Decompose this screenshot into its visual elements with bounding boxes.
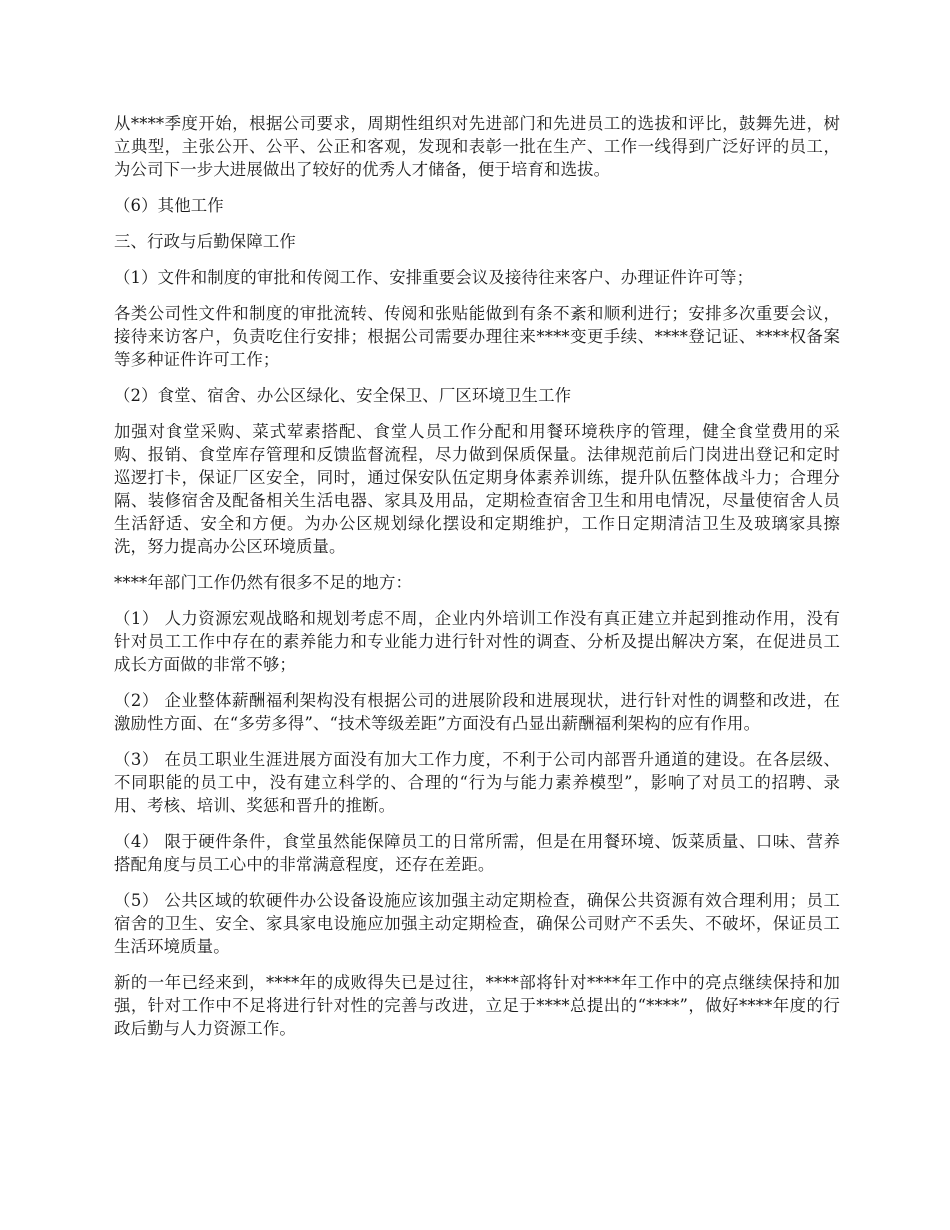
shortcoming-item-4: （4） 限于硬件条件，食堂虽然能保障员工的日常所需，但是在用餐环境、饭菜质量、口味、营养搭配角度与员工心中的非常满意程度，还存在差距。 [114,832,840,874]
paragraph-selection-evaluation: 从****季度开始，根据公司要求，周期性组织对先进部门和先进员工的选拔和评比，鼓舞先进，树立典型，主张公开、公平、公正和客观，发现和表彰一批在生产、工作一线得到广泛好评的员工，为公司下一步大进展做出了较好的优秀人才储备，便于培育和选拔。 [114,114,840,179]
shortcoming-item-3: （3） 在员工职业生涯进展方面没有加大工作力度，不利于公司内部晋升通道的建设。在各层级、不同职能的员工中，没有建立科学的、合理的“行为与能力素养模型”，影响了对员工的招聘、录用、考核、培训、奖惩和晋升的推断。 [114,750,840,815]
shortcoming-item-5: （5） 公共区域的软硬件办公设备设施应该加强主动定期检查，确保公共资源有效合理利用；员工宿舍的卫生、安全、家具家电设施应加强主动定期检查，确保公司财产不丢失、不破坏，保证员工生活环境质量。 [114,891,840,956]
section-heading-admin-logistics: 三、行政与后勤保障工作 [114,232,296,251]
paragraph-new-year-outlook: 新的一年已经来到，****年的成败得失已是过往，****部将针对****年工作中的亮点继续保持和加强，针对工作中不足将进行针对性的完善与改进，立足于****总提出的“****”，做好****年度的行政后勤与人力资源工作。 [114,973,840,1038]
shortcoming-item-1: （1） 人力资源宏观战略和规划考虑不周，企业内外培训工作没有真正建立并起到推动作用，没有针对员工工作中存在的素养能力和专业能力进行针对性的调查、分析及提出解决方案，在促进员工成长方面做的非常不够； [114,609,840,674]
paragraph-canteen-dorm-security: 加强对食堂采购、菜式荤素搭配、食堂人员工作分配和用餐环境秩序的管理，健全食堂费用的采购、报销、食堂库存管理和反馈监督流程，尽力做到保质保量。法律规范前后门岗进出登记和定时巡逻打卡，保证厂区安全，同时，通过保安队伍定期身体素养训练，提升队伍整体战斗力；合理分隔、装修宿舍及配备相关生活电器、家具及用品，定期检查宿舍卫生和用电情况，尽量使宿舍人员生活舒适、安全和方便。为办公区规划绿化摆设和定期维护，工作日定期清洁卫生及玻璃家具擦洗，努力提高办公区环境质量。 [114,422,840,556]
heading-shortcomings: ****年部门工作仍然有很多不足的地方： [114,573,413,592]
subheading-canteen-dorm-security: （2）食堂、宿舍、办公区绿化、安全保卫、厂区环境卫生工作 [114,386,572,405]
document-page [114,112,840,1053]
shortcoming-item-2: （2） 企业整体薪酬福利架构没有根据公司的进展阶段和进展现状，进行针对性的调整和改进，在激励性方面、在“多劳多得”、“技术等级差距”方面没有凸显出薪酬福利架构的应有作用。 [114,691,840,733]
subheading-documents-approval: （1）文件和制度的审批和传阅工作、安排重要会议及接待往来客户、办理证件许可等； [114,268,754,287]
heading-other-work: （6）其他工作 [114,196,224,215]
paragraph-documents-approval: 各类公司性文件和制度的审批流转、传阅和张贴能做到有条不紊和顺利进行；安排多次重要会议，接待来访客户，负责吃住行安排；根据公司需要办理往来****变更手续、****登记证、****权备案等多种证件许可工作； [114,304,840,369]
